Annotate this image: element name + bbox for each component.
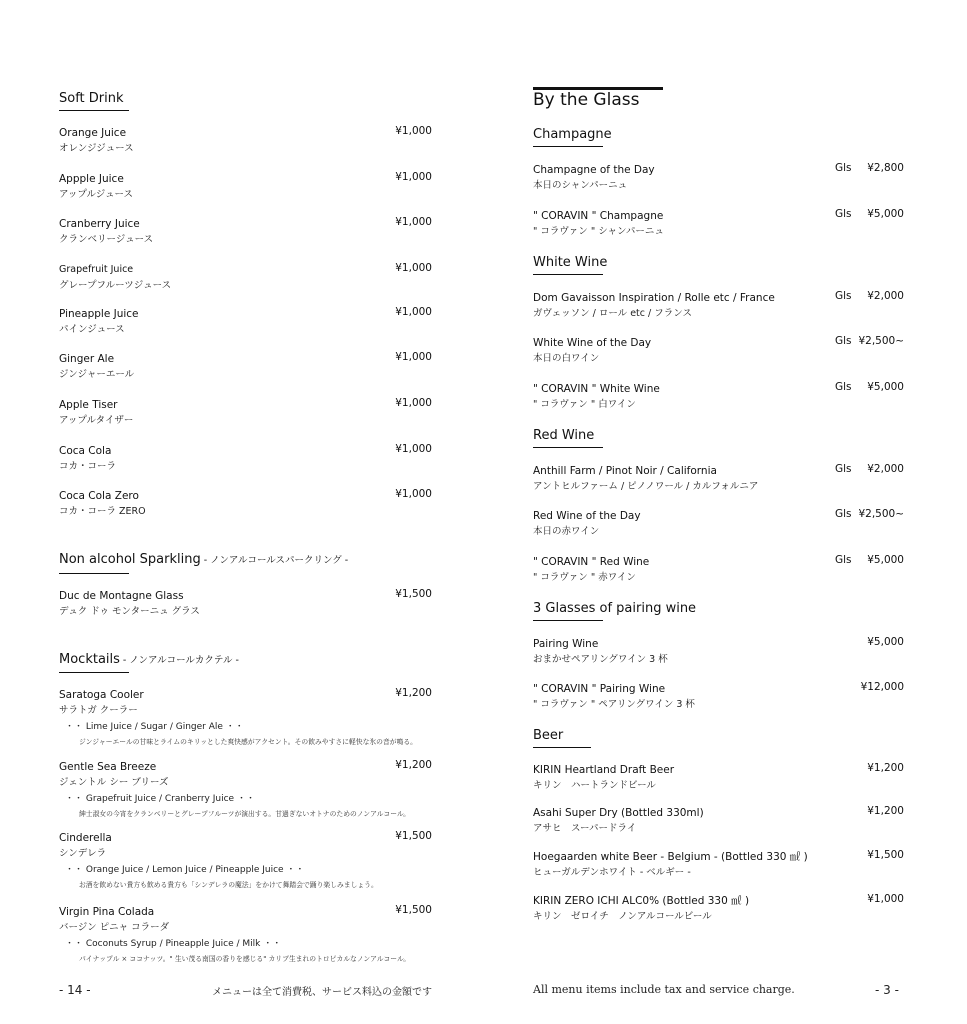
menu-item: " CORAVIN " White Wine " コラヴァン " 白ワイン — [533, 383, 660, 410]
menu-item: Pineapple Juice パインジュース — [59, 308, 139, 335]
item-price: ¥2,500~ — [858, 335, 904, 347]
unit-label: Gls — [835, 463, 852, 475]
tax-footer: All menu items include tax and service charge. — [533, 983, 795, 996]
unit-label: Gls — [835, 162, 852, 174]
item-price: ¥1,000 — [395, 216, 432, 228]
item-price: ¥1,200 — [395, 687, 432, 699]
item-price: ¥5,000 — [867, 381, 904, 393]
left-page — [0, 0, 483, 1024]
unit-label: Gls — [835, 208, 852, 220]
beer-title: Beer — [533, 728, 564, 743]
menu-item: White Wine of the Day 本日の白ワイン — [533, 337, 652, 364]
unit-label: Gls — [835, 554, 852, 566]
menu-item: KIRIN ZERO ICHI ALC0% (Bottled 330 ㎖ ) キリン ゼロイチ ノンアルコールビール — [533, 895, 750, 922]
item-price: ¥1,000 — [395, 351, 432, 363]
menu-item: Champagne of the Day 本日のシャンパーニュ — [533, 164, 655, 191]
menu-item: Grapefruit Juice グレープフルーツジュース — [59, 264, 172, 291]
menu-item: Asahi Super Dry (Bottled 330ml) アサヒ スーパードライ — [533, 807, 704, 834]
mocktails-underline — [59, 672, 129, 673]
menu-item: Dom Gavaisson Inspiration / Rolle etc / France ガヴェッソン / ロール etc / フランス — [533, 292, 775, 319]
menu-item: Ginger Ale ジンジャーエール — [59, 353, 135, 380]
mocktail-item: Gentle Sea Breeze ジェントル シー ブリーズ ・・ Grapefruit Juice / Cranberry Juice ・・ 紳士淑女の今宵をクランベリーとグレープフルーツが演出する。甘過ぎないオトナのためのノンアルコール。 — [59, 761, 410, 818]
beer-underline — [533, 747, 591, 748]
page-number: - 14 - — [59, 983, 91, 997]
menu-item: " CORAVIN " Champagne " コラヴァン " シャンパーニュ — [533, 210, 664, 237]
item-price: ¥2,800 — [867, 162, 904, 174]
red-wine-title: Red Wine — [533, 428, 595, 443]
item-price: ¥1,000 — [395, 125, 432, 137]
item-price: ¥1,000 — [395, 397, 432, 409]
white-wine-underline — [533, 274, 603, 275]
item-price: ¥1,500 — [395, 588, 432, 600]
item-price: ¥1,500 — [395, 830, 432, 842]
menu-item: Cranberry Juice クランベリージュース — [59, 218, 154, 245]
item-price: ¥1,000 — [395, 306, 432, 318]
menu-item: Anthill Farm / Pinot Noir / California アントヒルファーム / ピノノワール / カルフォルニア — [533, 465, 759, 492]
item-price: ¥5,000 — [867, 636, 904, 648]
sparkling-underline — [59, 573, 129, 574]
right-page — [483, 0, 967, 1024]
unit-label: Gls — [835, 508, 852, 520]
item-price: ¥1,200 — [867, 805, 904, 817]
item-price: ¥1,200 — [395, 759, 432, 771]
mocktail-item: Virgin Pina Colada バージン ピニャ コラーダ ・・ Coconuts Syrup / Pineapple Juice / Milk ・・ パイナップル × ココナッツ。" 生い茂る南国の香りを感じる" カリブ生まれのトロピカルなノンアルコール。 — [59, 906, 411, 963]
champagne-underline — [533, 146, 603, 147]
item-price: ¥2,000 — [867, 463, 904, 475]
unit-label: Gls — [835, 381, 852, 393]
item-price: ¥12,000 — [860, 681, 904, 693]
mocktail-item: Saratoga Cooler サラトガ クーラー ・・ Lime Juice / Sugar / Ginger Ale ・・ ジンジャーエールの甘味とライムのキリッとした爽快感がアクセント。その飲みやすさに軽快な氷の音が鳴る。 — [59, 689, 417, 746]
item-price: ¥2,500~ — [858, 508, 904, 520]
sparkling-title: Non alcohol Sparkling - ノンアルコールスパークリング - — [59, 552, 349, 567]
menu-item: Pairing Wine おまかせペアリングワイン 3 杯 — [533, 638, 668, 665]
white-wine-title: White Wine — [533, 255, 608, 270]
item-price: ¥5,000 — [867, 208, 904, 220]
soft-drink-underline — [59, 110, 129, 111]
soft-drink-title: Soft Drink — [59, 91, 124, 106]
menu-item: Appple Juice アップルジュース — [59, 173, 134, 200]
item-price: ¥1,000 — [867, 893, 904, 905]
tax-footer: メニューは全て消費税、サービス料込の金額です — [212, 987, 432, 998]
red-wine-underline — [533, 447, 603, 448]
menu-item: Hoegaarden white Beer - Belgium - (Bottled 330 ㎖ ) ヒューガルデンホワイト - ベルギー - — [533, 851, 808, 878]
page-title: By the Glass — [533, 90, 640, 110]
item-price: ¥1,000 — [395, 171, 432, 183]
item-price: ¥2,000 — [867, 290, 904, 302]
menu-item: KIRIN Heartland Draft Beer キリン ハートランドビール — [533, 764, 675, 791]
menu-item: Red Wine of the Day 本日の赤ワイン — [533, 510, 641, 537]
item-price: ¥1,500 — [867, 849, 904, 861]
mocktail-item: Cinderella シンデレラ ・・ Orange Juice / Lemon Juice / Pineapple Juice ・・ お酒を飲めない貴方も飲める貴方も「シンデレラの魔法」をかけて舞踏会で踊り楽しみましょう。 — [59, 832, 378, 889]
item-price: ¥1,000 — [395, 488, 432, 500]
menu-item: Apple Tiser アップルタイザー — [59, 399, 134, 426]
mocktails-title: Mocktails - ノンアルコールカクテル - — [59, 652, 239, 667]
item-price: ¥1,200 — [867, 762, 904, 774]
menu-item: " CORAVIN " Red Wine " コラヴァン " 赤ワイン — [533, 556, 650, 583]
item-price: ¥5,000 — [867, 554, 904, 566]
menu-item: " CORAVIN " Pairing Wine " コラヴァン " ペアリングワイン 3 杯 — [533, 683, 695, 710]
menu-item: Orange Juice オレンジジュース — [59, 127, 134, 154]
pairing-title: 3 Glasses of pairing wine — [533, 601, 697, 616]
page-number: - 3 - — [875, 983, 899, 997]
unit-label: Gls — [835, 290, 852, 302]
item-price: ¥1,000 — [395, 262, 432, 274]
item-price: ¥1,500 — [395, 904, 432, 916]
menu-item: Coca Cola コカ・コーラ — [59, 445, 117, 472]
unit-label: Gls — [835, 335, 852, 347]
pairing-underline — [533, 620, 603, 621]
menu-item: Duc de Montagne Glass デュク ドゥ モンターニュ グラス — [59, 590, 200, 617]
menu-item: Coca Cola Zero コカ・コーラ ZERO — [59, 490, 146, 517]
champagne-title: Champagne — [533, 127, 612, 142]
item-price: ¥1,000 — [395, 443, 432, 455]
